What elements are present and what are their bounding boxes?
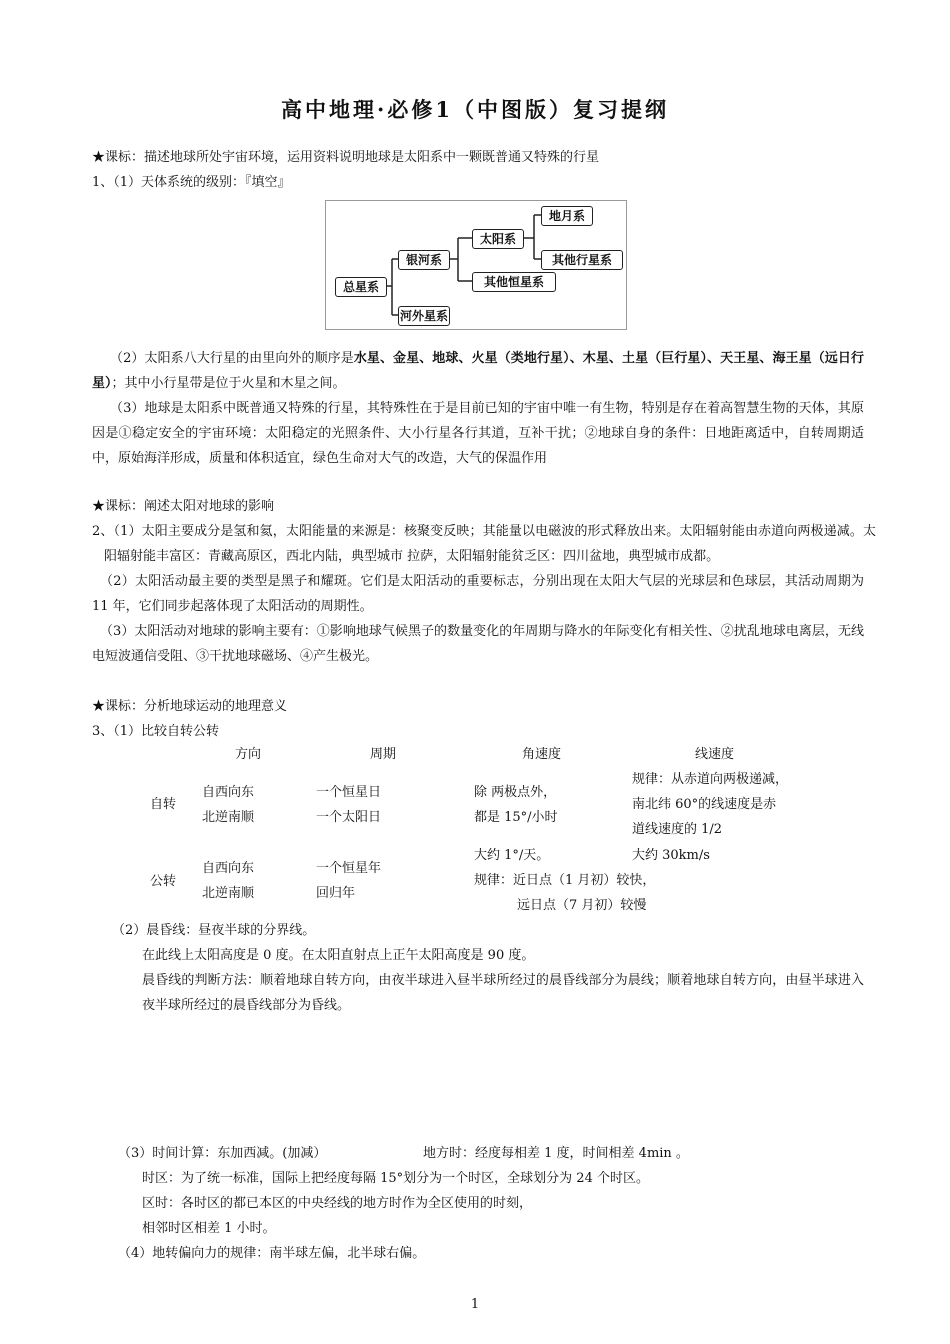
rotation-linear-2: 南北纬 60°的线速度是赤 — [632, 797, 777, 812]
row-rotation-label: 自转 — [150, 797, 177, 812]
standard-1: ★课标：描述地球所处宇宙环境，运用资料说明地球是太阳系中一颗既普通又特殊的行星 — [92, 150, 600, 165]
row-revolution-label: 公转 — [150, 874, 177, 889]
local-time: 地方时：经度每相差 1 度，时间相差 4min 。 — [423, 1146, 689, 1161]
node-solar-system: 太阳系 — [472, 229, 524, 249]
terminator-judgement: 晨昏线的判断方法：顺着地球自转方向，由夜半球进入昼半球所经过的晨昏线部分为晨线；顺着地球自转方向，由昼半球进入夜半球所经过的晨昏线部分为昏线。 — [142, 973, 864, 1013]
planets-terrestrial: 水星、金星、地球、火星（类地行星） — [353, 351, 570, 366]
revolution-period-1: 一个恒星年 — [316, 861, 382, 876]
planets-outer: 、木星、土星（巨行星）、天王星、海王星（远日行星） — [92, 351, 864, 391]
header-direction: 方向 — [235, 747, 262, 762]
page-number: 1 — [470, 1297, 480, 1312]
time-calc: （3）时间计算：东加西减。(加减） — [118, 1146, 327, 1161]
node-other-planetary-systems: 其他行星系 — [541, 250, 623, 270]
header-linear-speed: 线速度 — [695, 747, 735, 762]
page-title: 高中地理·必修1（中图版）复习提纲 — [281, 97, 669, 122]
rotation-period-1: 一个恒星日 — [316, 785, 382, 800]
item-3-heading: 3、（1）比较自转公转 — [92, 724, 220, 739]
header-period: 周期 — [370, 747, 397, 762]
paragraph-sun-energy: 2、（1）太阳主要成分是氢和氦，太阳能量的来源是：核聚变反映；其能量以电磁波的形式释放出来。太阳辐射能由赤道向两极递减。太阳辐射能丰富区：青藏高原区，西北内陆，典型城市 拉萨，太阳辐射能贫乏区：四川盆地，典型城市成都。 — [92, 524, 876, 564]
rotation-angular-2: 都是 15°/小时 — [474, 810, 558, 825]
paragraph-solar-activity: （2）太阳活动最主要的类型是黑子和耀斑。它们是太阳活动的重要标志，分别出现在太阳大气层的光球层和色球层，其活动周期为 11 年，它们同步起落体现了太阳活动的周期性。 — [92, 574, 864, 614]
node-earth-moon: 地月系 — [541, 206, 593, 226]
standard-2: ★课标：阐述太阳对地球的影响 — [92, 499, 275, 514]
rotation-linear-3: 道线速度的 1/2 — [632, 822, 723, 837]
rotation-direction-2: 北逆南顺 — [202, 810, 255, 825]
standard-3: ★课标：分析地球运动的地理意义 — [92, 699, 288, 714]
terminator-heading: （2）晨昏线：昼夜半球的分界线。 — [112, 923, 316, 938]
planets-prefix: （2）太阳系八大行星的由里向外的顺序是 — [110, 351, 354, 366]
rotation-direction-1: 自西向东 — [202, 785, 255, 800]
paragraph-planets — [92, 346, 864, 396]
node-universe: 总星系 — [335, 277, 387, 297]
paragraph-solar-effects: （3）太阳活动对地球的影响主要有：①影响地球气候黑子的数量变化的年周期与降水的年际变化有相关性、②扰乱地球电离层，无线电短波通信受阻、③干扰地球磁场、④产生极光。 — [92, 624, 864, 664]
planets-suffix: ；其中小行星带是位于火星和木星之间。 — [111, 376, 346, 391]
paragraph-earth-special: （3）地球是太阳系中既普通又特殊的行星，其特殊性在于是目前已知的宇宙中唯一有生物，特别是存在着高智慧生物的天体，其原因是①稳定安全的宇宙环境：太阳稳定的光照条件、大小行星各行其道，互补干扰；②地球自身的条件：日地距离适中，自转周期适中，原始海洋形成，质量和体积适宜，绿色生命对大气的改造，大气的保温作用 — [92, 401, 864, 466]
revolution-period-2: 回归年 — [316, 886, 356, 901]
node-extragalactic: 河外星系 — [398, 306, 450, 326]
revolution-linear-1: 大约 30km/s — [632, 848, 710, 863]
header-angular-speed: 角速度 — [522, 747, 562, 762]
adjacent-zone: 相邻时区相差 1 小时。 — [142, 1221, 276, 1236]
revolution-direction-2: 北逆南顺 — [202, 886, 255, 901]
node-other-star-systems: 其他恒星系 — [472, 272, 556, 292]
celestial-system-diagram — [325, 200, 627, 330]
rotation-linear-1: 规律：从赤道向两极递减， — [632, 772, 789, 787]
coriolis-rule: （4）地转偏向力的规律：南半球左偏，北半球右偏。 — [118, 1246, 426, 1261]
item-1-heading: 1、（1）天体系统的级别：『填空』 — [92, 175, 291, 190]
zone-time: 区时：各时区的都已本区的中央经线的地方时作为全区使用的时刻， — [142, 1196, 533, 1211]
revolution-angular-3: 远日点（7 月初）较慢 — [517, 898, 647, 913]
revolution-angular-1: 大约 1°/天。 — [474, 848, 550, 863]
node-milky-way: 银河系 — [398, 250, 450, 270]
revolution-direction-1: 自西向东 — [202, 861, 255, 876]
time-zone: 时区：为了统一标准，国际上把经度每隔 15°划分为一个时区，全球划分为 24 个时区。 — [142, 1171, 649, 1186]
rotation-period-2: 一个太阳日 — [316, 810, 382, 825]
revolution-angular-2: 规律：近日点（1 月初）较快， — [474, 873, 656, 888]
rotation-angular-1: 除 两极点外， — [474, 785, 557, 800]
terminator-sun-height: 在此线上太阳高度是 0 度。在太阳直射点上正午太阳高度是 90 度。 — [142, 948, 535, 963]
